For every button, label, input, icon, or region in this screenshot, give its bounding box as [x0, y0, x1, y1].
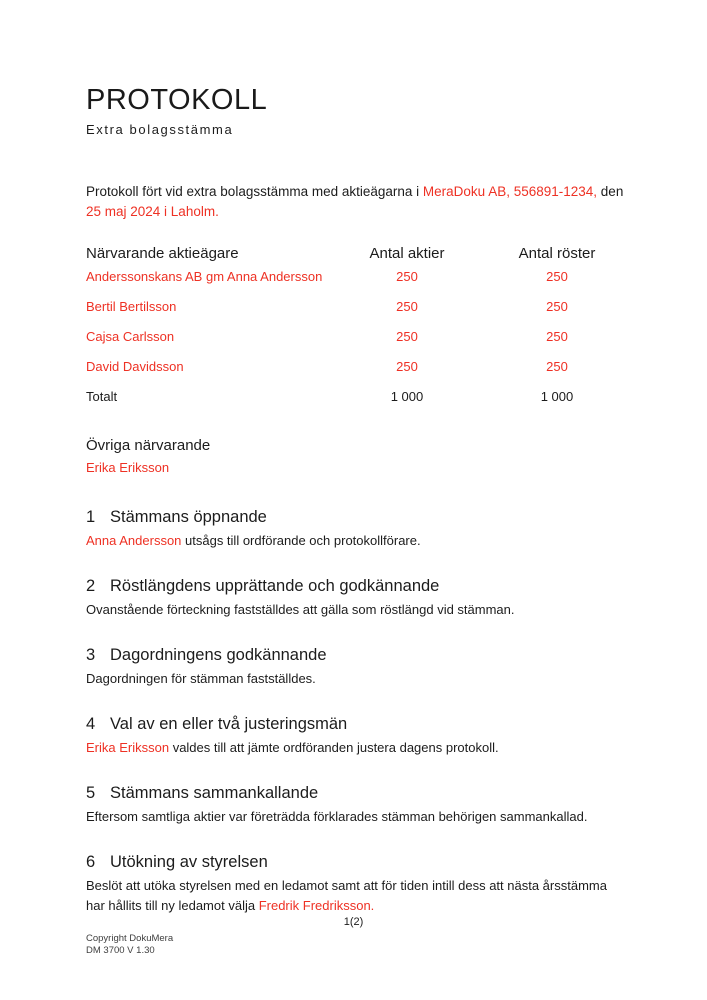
body-text: valdes till att jämte ordföranden justera dagens protokoll. [169, 740, 499, 755]
shareholder-name: David Davidsson [86, 359, 184, 374]
section-heading [86, 782, 629, 804]
total-label: Totalt [86, 389, 118, 404]
section-body [86, 531, 629, 551]
section-4 [86, 713, 629, 758]
section-5 [86, 782, 629, 827]
document-subtitle: Extra bolagsstämma [86, 122, 234, 137]
section-2 [86, 575, 629, 620]
page-number: 1(2) [343, 916, 364, 928]
attendees-table [86, 244, 629, 406]
votes-count: 250 [546, 329, 568, 344]
votes-count: 250 [546, 359, 568, 374]
table-total-row [86, 388, 629, 406]
section-title: Stämmans öppnande [110, 508, 267, 526]
section-heading [86, 644, 629, 666]
section-title: Utökning av styrelsen [110, 853, 268, 871]
section-body [86, 807, 629, 827]
column-header-shares: Antal aktier [369, 245, 445, 262]
table-row [86, 328, 629, 346]
votes-count: 250 [546, 269, 568, 284]
company-orgnr: MeraDoku AB, 556891-1234, [422, 184, 598, 199]
section-6 [86, 851, 629, 916]
total-shares: 1 000 [390, 389, 424, 404]
shares-count: 250 [396, 269, 418, 284]
section-number: 2 [86, 577, 96, 595]
table-row [86, 358, 629, 376]
section-heading [86, 851, 629, 873]
person-name: Fredrik Fredriksson. [258, 898, 375, 913]
section-number: 3 [86, 646, 96, 664]
body-text: Dagordningen för stämman fastställdes. [86, 671, 316, 686]
body-text: Eftersom samtliga aktier var företrädda förklarades stämman behörigen sammankallad. [86, 809, 588, 824]
section-title: Röstlängdens upprättande och godkännande [110, 577, 440, 595]
section-title: Stämmans sammankallande [110, 784, 319, 802]
section-body [86, 669, 629, 689]
intro-text: den [597, 184, 624, 199]
section-body [86, 600, 629, 620]
column-header-votes: Antal röster [518, 245, 596, 262]
section-body [86, 738, 629, 758]
intro-paragraph [86, 182, 629, 222]
column-header-name: Närvarande aktieägare [86, 245, 239, 262]
intro-text: Protokoll fört vid extra bolagsstämma med aktieägarna i [86, 184, 423, 199]
shareholder-name: Bertil Bertilsson [86, 299, 177, 314]
section-number: 5 [86, 784, 96, 802]
others-present-heading: Övriga närvarande [86, 437, 211, 454]
footer-copyright: Copyright DokuMera [86, 933, 174, 944]
document-content [0, 84, 707, 916]
shares-count: 250 [396, 359, 418, 374]
shareholder-name: Cajsa Carlsson [86, 329, 175, 344]
table-header-row [86, 244, 629, 264]
shares-count: 250 [396, 299, 418, 314]
votes-count: 250 [546, 299, 568, 314]
shares-count: 250 [396, 329, 418, 344]
shareholder-name: Anderssonskans AB gm Anna Andersson [86, 269, 323, 284]
section-1 [86, 506, 629, 551]
document-footer [86, 933, 173, 956]
section-body [86, 876, 629, 916]
section-number: 1 [86, 508, 96, 526]
document-title: PROTOKOLL [86, 84, 268, 116]
section-heading [86, 506, 629, 528]
table-row [86, 268, 629, 286]
others-present-name: Erika Eriksson [86, 460, 170, 475]
section-heading [86, 575, 629, 597]
meeting-date-place: 25 maj 2024 i Laholm. [86, 204, 219, 219]
table-row [86, 298, 629, 316]
body-text: Ovanstående förteckning fastställdes att gälla som röstlängd vid stämman. [86, 602, 515, 617]
section-3 [86, 644, 629, 689]
section-number: 6 [86, 853, 96, 871]
section-title: Val av en eller två justeringsmän [110, 715, 348, 733]
body-text: utsågs till ordförande och protokollförare. [181, 533, 421, 548]
section-number: 4 [86, 715, 96, 733]
body-text: Beslöt att utöka styrelsen med en ledamot samt att för tiden intill dess att nästa årsstämma har hållits till ny ledamot välja [86, 878, 607, 913]
section-heading [86, 713, 629, 735]
total-votes: 1 000 [540, 389, 574, 404]
footer-doc-id: DM 3700 V 1.30 [86, 944, 155, 956]
section-title: Dagordningens godkännande [110, 646, 327, 664]
person-name: Erika Eriksson [86, 740, 170, 755]
person-name: Anna Andersson [86, 533, 182, 548]
